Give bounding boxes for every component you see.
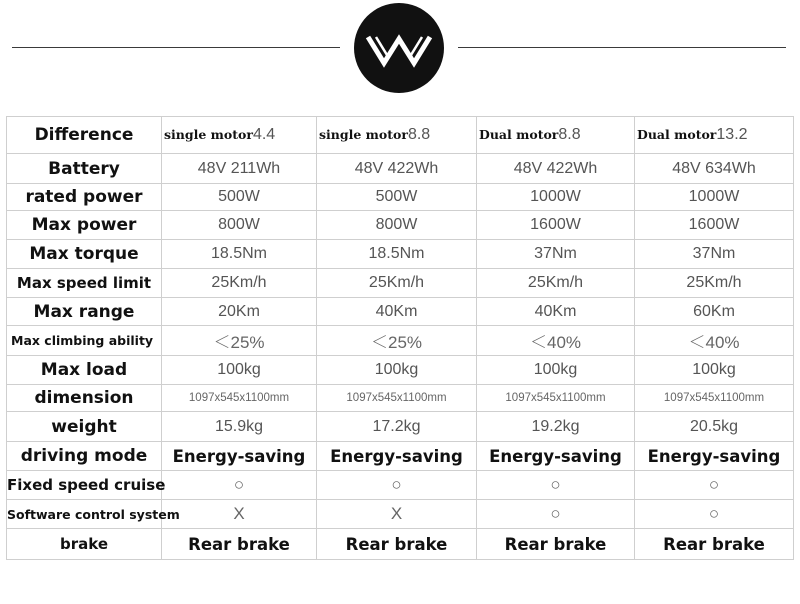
cell-value: 500W [162, 184, 317, 211]
table-header-row [7, 117, 794, 154]
cell-value: 1000W [477, 184, 635, 211]
column-header [477, 117, 635, 154]
cell-value: 40Km [477, 298, 635, 326]
table-row [7, 471, 794, 500]
cell-value: ○ [635, 500, 794, 529]
cell-value: 100kg [477, 356, 635, 385]
cell-value: 1600W [477, 211, 635, 240]
row-label: Max range [7, 298, 162, 326]
row-label: Battery [7, 154, 162, 184]
cell-value: 800W [317, 211, 477, 240]
cell-value: 48V 422Wh [317, 154, 477, 184]
row-label: Software control system [7, 500, 162, 529]
cell-value: 500W [317, 184, 477, 211]
motor-type: Dual motor [637, 127, 717, 142]
row-label: Max power [7, 211, 162, 240]
row-label: Max load [7, 356, 162, 385]
table-row [7, 211, 794, 240]
cell-value: ＜25% [162, 326, 317, 356]
cell-value: ＜40% [635, 326, 794, 356]
row-label: Max torque [7, 240, 162, 269]
row-label: Fixed speed cruise [7, 471, 162, 500]
cell-value: ○ [162, 471, 317, 500]
cell-value: X [162, 500, 317, 529]
cell-value: Energy-saving [635, 442, 794, 471]
cell-value: Energy-saving [317, 442, 477, 471]
table-row [7, 500, 794, 529]
row-label: driving mode [7, 442, 162, 471]
table-row [7, 240, 794, 269]
cell-value: 48V 422Wh [477, 154, 635, 184]
cell-value: 1097x545x1100mm [317, 385, 477, 412]
cell-value: 40Km [317, 298, 477, 326]
cell-value: 1097x545x1100mm [162, 385, 317, 412]
w-logo-icon [354, 3, 444, 93]
table-row [7, 529, 794, 560]
model-number: 4.4 [252, 126, 276, 143]
cell-value: ＜25% [317, 326, 477, 356]
cell-value: Energy-saving [162, 442, 317, 471]
table-row [7, 442, 794, 471]
cell-value: 25Km/h [162, 269, 317, 298]
cell-value: 25Km/h [635, 269, 794, 298]
cell-value: 48V 211Wh [162, 154, 317, 184]
cell-value: ＜40% [477, 326, 635, 356]
column-header [162, 117, 317, 154]
cell-value: 1000W [635, 184, 794, 211]
table-row [7, 412, 794, 442]
cell-value: 25Km/h [477, 269, 635, 298]
cell-value: Rear brake [317, 529, 477, 560]
cell-value: 1097x545x1100mm [477, 385, 635, 412]
cell-value: 19.2kg [477, 412, 635, 442]
cell-value: 100kg [162, 356, 317, 385]
row-label: Max speed limit [7, 269, 162, 298]
cell-value: Rear brake [162, 529, 317, 560]
table-row [7, 154, 794, 184]
column-header [635, 117, 794, 154]
table-row [7, 269, 794, 298]
model-number: 8.8 [407, 126, 431, 143]
cell-value: 20Km [162, 298, 317, 326]
table-row [7, 184, 794, 211]
header-rule-left [12, 47, 340, 48]
cell-value: ○ [477, 500, 635, 529]
row-label: weight [7, 412, 162, 442]
model-number: 13.2 [716, 126, 748, 143]
row-label: Max climbing ability [7, 326, 162, 356]
cell-value: 48V 634Wh [635, 154, 794, 184]
column-header [317, 117, 477, 154]
table-row [7, 298, 794, 326]
table-row [7, 385, 794, 412]
cell-value: ○ [317, 471, 477, 500]
row-label: dimension [7, 385, 162, 412]
model-number: 8.8 [558, 126, 581, 143]
cell-value: Rear brake [635, 529, 794, 560]
cell-value: Rear brake [477, 529, 635, 560]
header-rule-right [458, 47, 786, 48]
motor-type: Dual motor [479, 127, 559, 142]
cell-value: 1600W [635, 211, 794, 240]
cell-value: 20.5kg [635, 412, 794, 442]
cell-value: ○ [635, 471, 794, 500]
cell-value: 18.5Nm [317, 240, 477, 269]
cell-value: 800W [162, 211, 317, 240]
cell-value: 25Km/h [317, 269, 477, 298]
spec-comparison-table [6, 116, 794, 560]
cell-value: X [317, 500, 477, 529]
cell-value: 1097x545x1100mm [635, 385, 794, 412]
cell-value: 15.9kg [162, 412, 317, 442]
cell-value: 60Km [635, 298, 794, 326]
motor-type: single motor [319, 127, 408, 142]
cell-value: 37Nm [477, 240, 635, 269]
table-row [7, 356, 794, 385]
cell-value: 17.2kg [317, 412, 477, 442]
cell-value: 37Nm [635, 240, 794, 269]
cell-value: Energy-saving [477, 442, 635, 471]
cell-value: ○ [477, 471, 635, 500]
cell-value: 100kg [635, 356, 794, 385]
cell-value: 18.5Nm [162, 240, 317, 269]
corner-label: Difference [7, 117, 162, 154]
table-row [7, 326, 794, 356]
row-label: brake [7, 529, 162, 560]
row-label: rated power [7, 184, 162, 211]
cell-value: 100kg [317, 356, 477, 385]
motor-type: single motor [164, 127, 253, 142]
